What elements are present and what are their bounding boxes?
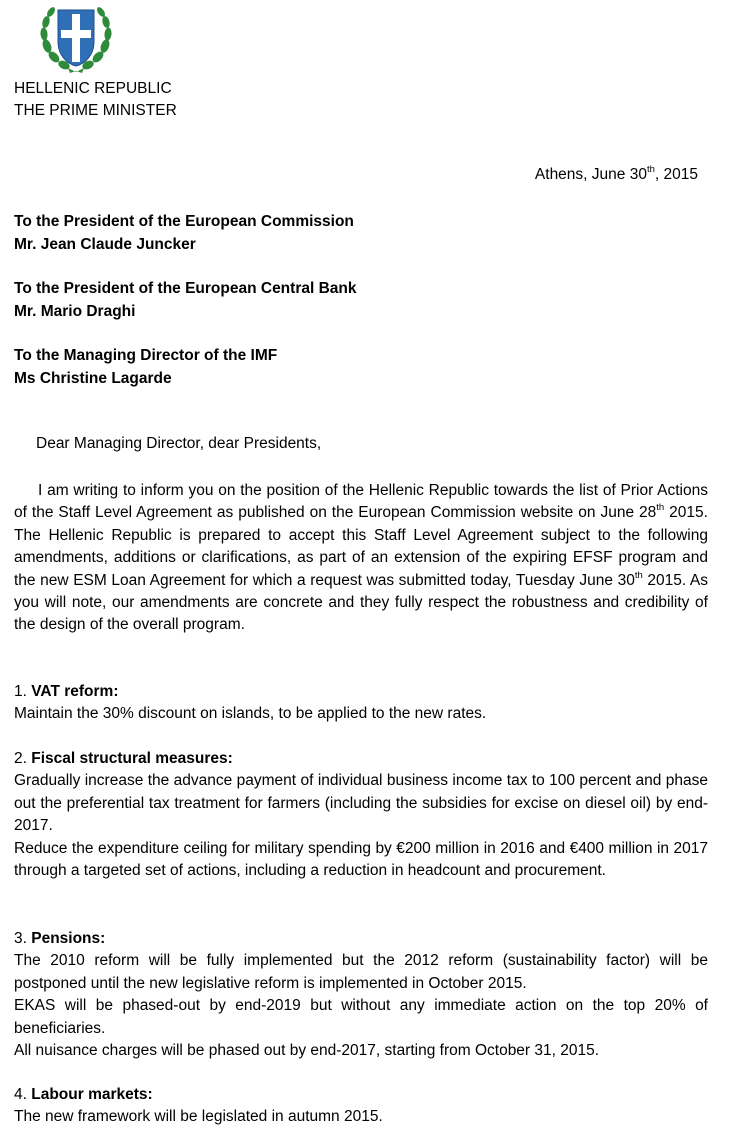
addressee-title: To the President of the European Commission	[14, 213, 354, 230]
intro-ordinal: th	[634, 569, 643, 581]
section-paragraph: EKAS will be phased-out by end-2019 but without any immediate action on the top 20% of beneficiaries.	[14, 997, 708, 1037]
section-paragraph: Gradually increase the advance payment of individual business income tax to 100 percent and phase out the preferential tax treatment for farmers (including the subsidies for excise on diesel oil) by end-2017.	[14, 772, 708, 835]
letter-date	[535, 166, 698, 184]
addressee-name: Mr. Jean Claude Juncker	[14, 235, 196, 253]
intro-text: 2015. As you will note, our amendments are concrete and they fully respect the robustness and credibility of the design of the overall program.	[14, 571, 708, 634]
section-number: 2.	[14, 750, 32, 767]
section-title: VAT reform:	[31, 683, 119, 700]
section-title: Labour markets:	[31, 1086, 153, 1103]
section-vat-reform	[14, 681, 708, 726]
date-prefix: Athens, June 30	[534, 166, 647, 183]
sender-line-1: HELLENIC REPUBLIC	[14, 80, 172, 97]
intro-paragraph	[14, 480, 708, 637]
addressee-block	[14, 278, 356, 323]
section-number: 4.	[14, 1086, 32, 1103]
section-title: Pensions:	[31, 930, 106, 947]
hellenic-republic-emblem-icon	[38, 2, 114, 74]
section-number: 3.	[14, 930, 32, 947]
section-heading	[14, 748, 708, 770]
section-pensions	[14, 928, 708, 1062]
addressee-block	[14, 345, 277, 390]
intro-ordinal: th	[656, 502, 665, 514]
section-fiscal-structural-measures	[14, 748, 708, 882]
addressee-block	[14, 211, 354, 256]
section-paragraph: The 2010 reform will be fully implemented but the 2012 reform (sustainability factor) will be postponed until the new legislative reform is implemented in October 2015.	[14, 952, 708, 992]
section-labour-markets	[14, 1084, 708, 1129]
section-heading	[14, 1084, 708, 1106]
date-suffix: , 2015	[654, 166, 698, 183]
section-heading	[14, 681, 708, 703]
addressee-title: To the President of the European Central Bank	[14, 280, 357, 297]
section-paragraph: Maintain the 30% discount on islands, to be applied to the new rates.	[14, 705, 487, 723]
section-paragraph: Reduce the expenditure ceiling for military spending by €200 million in 2016 and €400 million in 2017 through a targeted set of actions, including a reduction in headcount and procurement.	[14, 839, 708, 880]
section-paragraph: The new framework will be legislated in autumn 2015.	[14, 1108, 383, 1126]
salutation: Dear Managing Director, dear Presidents,	[36, 435, 322, 452]
date-suffix-ordinal: th	[646, 164, 655, 175]
intro-text: 2015. The Hellenic Republic is prepared to accept this Staff Level Agreement subject to the following amendments, additions or clarifications, as part of an extension of the expiring EFSF program and the new ESM Loan Agreement for which a request was submitted today, Tuesday June 30	[14, 504, 708, 589]
section-heading	[14, 928, 708, 950]
sender-line-2: THE PRIME MINISTER	[14, 102, 177, 119]
sender-block	[14, 78, 177, 122]
addressee-name: Mr. Mario Draghi	[14, 302, 136, 320]
addressee-name: Ms Christine Lagarde	[14, 369, 172, 387]
section-paragraph: All nuisance charges will be phased out by end-2017, starting from October 31, 2015.	[14, 1042, 600, 1060]
section-title: Fiscal structural measures:	[31, 750, 233, 767]
addressee-title: To the Managing Director of the IMF	[14, 347, 278, 364]
intro-text: I am writing to inform you on the position of the Hellenic Republic towards the list of Prior Actions of the Staff Level Agreement as published on the European Commission website on June 28	[14, 482, 708, 522]
section-number: 1.	[14, 683, 32, 700]
